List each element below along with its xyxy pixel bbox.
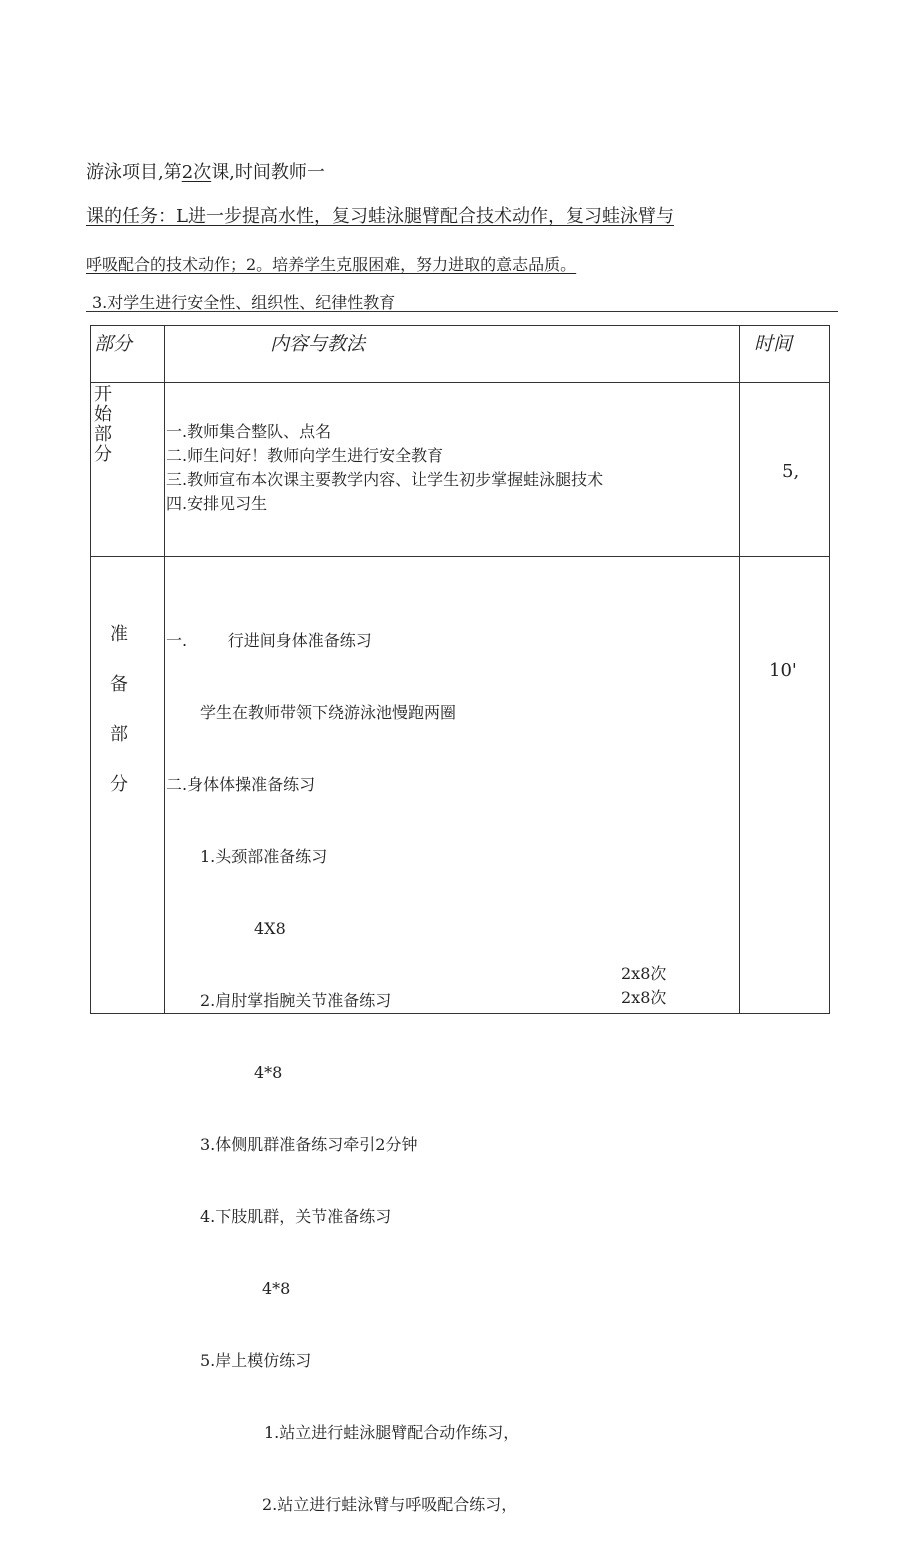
content-line: 2.站立进行蛙泳臂与呼吸配合练习， xyxy=(262,1495,518,1514)
table-divider-1 xyxy=(164,325,165,1014)
lesson-title-suffix: 课,时间教师一 xyxy=(211,162,325,183)
table-header-rule xyxy=(90,382,830,383)
section1-part-char: 始 xyxy=(94,404,112,425)
content-line: 一. 行进间身体准备练习 xyxy=(166,631,372,650)
content-line: 二.师生问好！教师向学生进行安全教育 xyxy=(166,446,444,465)
content-line: 4.下肢肌群，关节准备练习 xyxy=(200,1207,392,1226)
reps-line: 2x8次 xyxy=(621,988,667,1007)
table-section-rule xyxy=(90,556,830,557)
section2-reps xyxy=(621,962,666,1010)
lesson-task-line: 课的任务：L进一步提高水性，复习蛙泳腿臂配合技术动作，复习蛙泳臂与 xyxy=(86,206,674,227)
section1-part-char: 部 xyxy=(94,424,112,445)
section2-part-char: 备 xyxy=(110,674,128,695)
lesson-task-line-2: 呼吸配合的技术动作；2。培养学生克服困难，努力进取的意志品质。 xyxy=(86,255,577,274)
content-line: 2.肩肘掌指腕关节准备练习 xyxy=(200,991,392,1010)
content-line: 4*8 xyxy=(262,1279,291,1298)
content-line: 1.头颈部准备练习 xyxy=(200,847,328,866)
section2-part-char: 准 xyxy=(110,624,128,645)
lesson-count: 2次 xyxy=(181,162,212,183)
header-part: 部分 xyxy=(94,333,133,355)
content-line: 5.岸上模仿练习 xyxy=(200,1351,312,1370)
section1-part-char: 分 xyxy=(94,444,112,465)
lesson-task-line-3: 3.对学生进行安全性、组织性、纪律性教育 xyxy=(92,293,396,312)
section2-part-char: 分 xyxy=(110,774,128,795)
content-line: 学生在教师带领下绕游泳池慢跑两圈 xyxy=(200,703,457,722)
content-line: 1.站立进行蛙泳腿臂配合动作练习， xyxy=(264,1423,520,1442)
section1-part-label xyxy=(94,385,112,465)
section2-time: 10' xyxy=(769,660,797,681)
table-border-right xyxy=(829,325,830,1014)
section2-content xyxy=(166,581,519,1565)
section2-part-char: 部 xyxy=(110,724,128,745)
content-line: 一.教师集合整队、点名 xyxy=(166,422,332,441)
top-rule xyxy=(86,311,838,312)
content-line: 4X8 xyxy=(254,919,286,938)
lesson-title-line xyxy=(86,158,325,184)
content-line: 四.安排见习生 xyxy=(166,494,268,513)
content-line: 三.教师宣布本次课主要教学内容、让学生初步掌握蛙泳腿技术 xyxy=(166,470,604,489)
content-line: 3.体侧肌群准备练习牵引2分钟 xyxy=(200,1135,418,1154)
table-divider-2 xyxy=(739,325,740,1014)
table-border-top xyxy=(90,325,830,326)
section2-part-label xyxy=(110,610,128,810)
section1-time: 5, xyxy=(782,461,800,482)
section1-part-char: 开 xyxy=(94,384,112,405)
section1-content xyxy=(166,420,603,516)
lesson-title-prefix: 游泳项目,第 xyxy=(86,162,182,183)
reps-line: 2x8次 xyxy=(621,964,667,983)
header-content: 内容与教法 xyxy=(270,333,366,355)
content-line: 二.身体体操准备练习 xyxy=(166,775,316,794)
content-line: 4*8 xyxy=(254,1063,283,1082)
table-border-left xyxy=(90,325,91,1014)
header-time: 时间 xyxy=(754,333,793,355)
lesson-table xyxy=(90,325,830,1514)
